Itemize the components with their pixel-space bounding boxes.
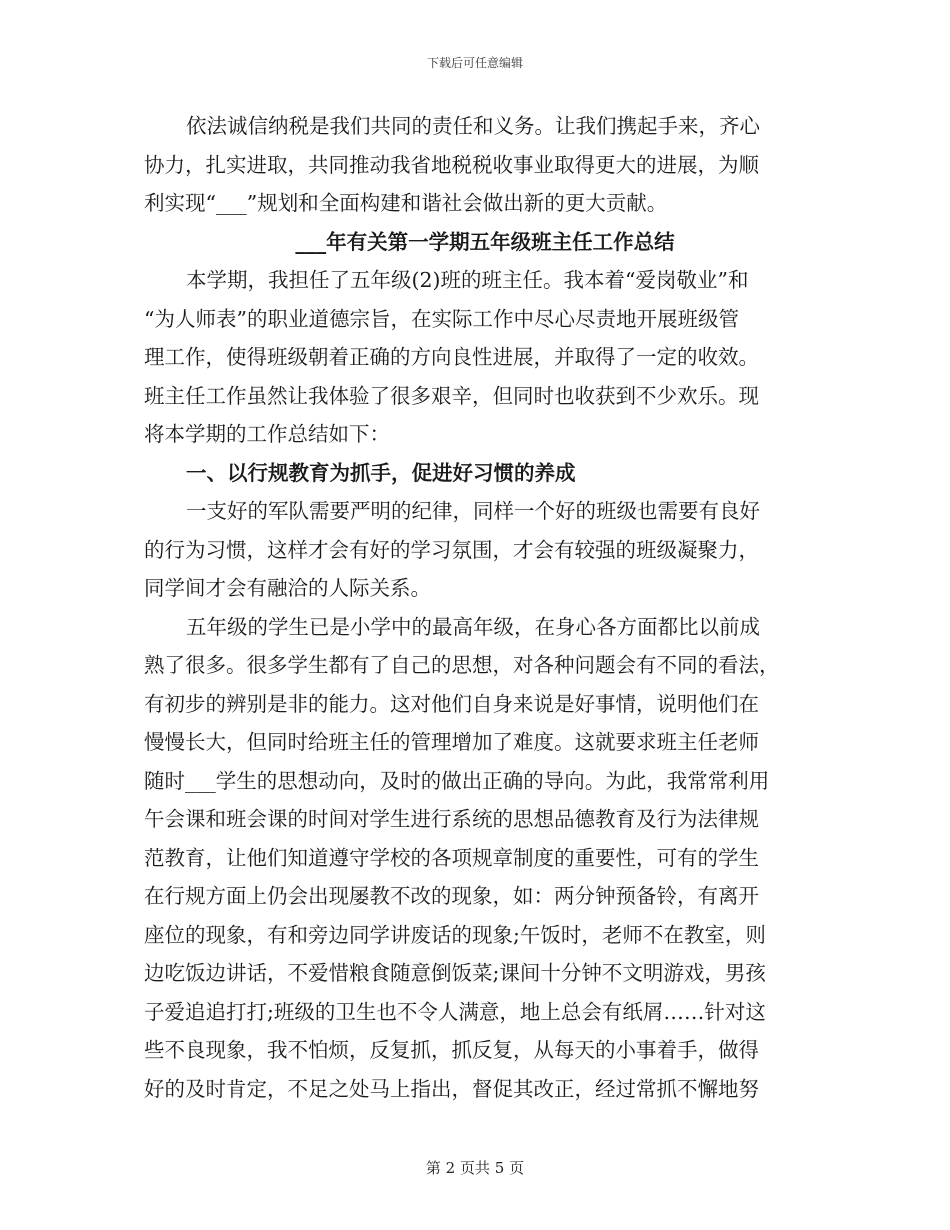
paragraph-line: 的行为习惯，这样才会有好的学习氛围，才会有较强的班级凝聚力， (144, 537, 759, 562)
paragraph-line: 班主任工作虽然让我体验了很多艰辛，但同时也收获到不少欢乐。现 (144, 383, 759, 408)
paragraph-line: 慢慢长大，但同时给班主任的管理增加了难度。这就要求班主任老师 (144, 730, 759, 754)
paragraph-line: 好的及时肯定，不足之处马上指出，督促其改正，经过常抓不懈地努 (144, 1076, 759, 1101)
paragraph-line: 边吃饭边讲话，不爱惜粮食随意倒饭菜;课间十分钟不文明游戏，男孩 (144, 961, 766, 985)
paragraph-line: 熟了很多。很多学生都有了自己的思想，对各种问题会有不同的看法， (144, 653, 780, 677)
paragraph-line: 五年级的学生已是小学中的最高年级，在身心各方面都比以前成 (186, 614, 760, 639)
document-title: ___年有关第一学期五年级班主任工作总结 (295, 229, 675, 254)
paragraph-line: 座位的现象，有和旁边同学讲废话的现象;午饭时，老师不在教室，则 (144, 922, 766, 947)
paragraph-line: 协力，扎实进取，共同推动我省地税税收事业取得更大的进展，为顺 (144, 152, 759, 177)
paragraph-line: 有初步的辨别是非的能力。这对他们自身来说是好事情，说明他们在 (144, 691, 759, 716)
paragraph-line: 同学间才会有融洽的人际关系。 (144, 576, 431, 600)
paragraph-line: “为人师表”的职业道德宗旨，在实际工作中尽心尽责地开展班级管 (144, 306, 739, 331)
paragraph-line: 将本学期的工作总结如下： (144, 422, 390, 446)
page-number: 第 2 页共 5 页 (425, 1159, 525, 1177)
document-body (144, 107, 798, 1108)
paragraph-line: 午会课和班会课的时间对学生进行系统的思想品德教育及行为法律规 (144, 807, 759, 831)
paragraph-line: 理工作，使得班级朝着正确的方向良性进展，并取得了一定的收效。 (144, 345, 759, 369)
paragraph-line: 一支好的军队需要严明的纪律，同样一个好的班级也需要有良好 (186, 499, 760, 523)
paragraph-line: 在行规方面上仍会出现屡教不改的现象，如：两分钟预备铃，有离开 (144, 884, 759, 908)
paragraph-line: 依法诚信纳税是我们共同的责任和义务。让我们携起手来，齐心 (186, 114, 760, 138)
paragraph-line: 本学期，我担任了五年级(2)班的班主任。我本着“爱岗敬业”和 (186, 268, 749, 292)
paragraph-line: 随时___学生的思想动向，及时的做出正确的导向。为此，我常常利用 (144, 768, 770, 793)
paragraph-line: 子爱追追打打;班级的卫生也不令人满意，地上总会有纸屑……针对这 (144, 999, 766, 1024)
paragraph-line: 些不良现象，我不怕烦，反复抓，抓反复，从每天的小事着手，做得 (144, 1038, 759, 1062)
section-heading: 一、以行规教育为抓手，促进好习惯的养成 (186, 460, 576, 485)
paragraph-line: 范教育，让他们知道遵守学校的各项规章制度的重要性，可有的学生 (144, 845, 759, 870)
header-note: 下载后可任意编辑 (426, 56, 523, 70)
paragraph-line: 利实现“___”规划和全面构建和谐社会做出新的更大贡献。 (144, 191, 668, 215)
